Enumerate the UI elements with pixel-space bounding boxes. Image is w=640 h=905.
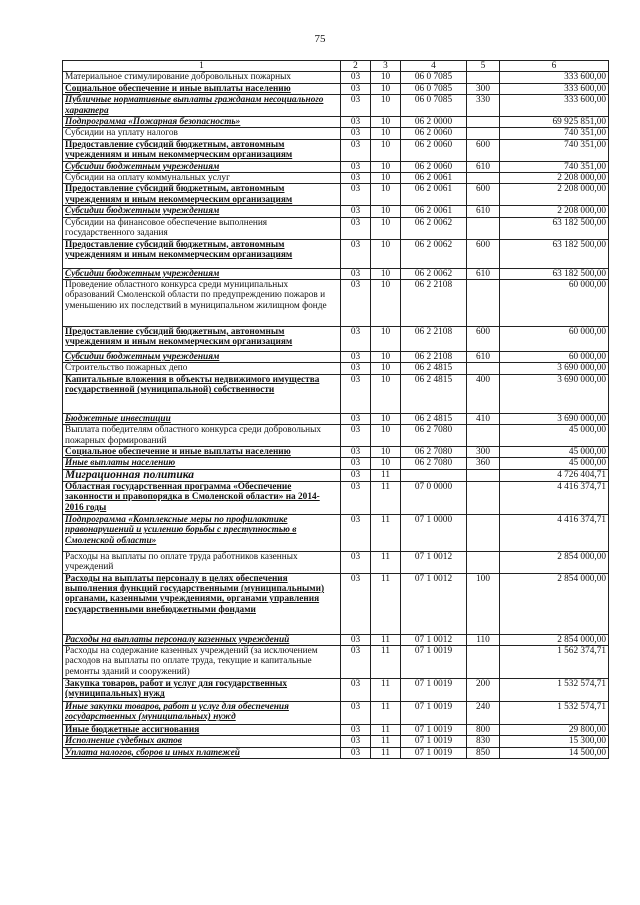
row-section: 03 xyxy=(341,363,371,374)
row-subsection: 11 xyxy=(371,481,401,514)
row-target-article: 07 1 0019 xyxy=(401,736,467,747)
row-subsection: 11 xyxy=(371,634,401,645)
row-amount: 45 000,00 xyxy=(500,458,609,469)
row-subsection: 10 xyxy=(371,161,401,172)
row-expense-type xyxy=(467,117,500,128)
row-target-article: 06 2 4815 xyxy=(401,413,467,424)
row-section: 03 xyxy=(341,72,371,83)
row-subsection: 10 xyxy=(371,184,401,206)
table-row xyxy=(63,481,609,514)
table-row xyxy=(63,634,609,645)
row-section: 03 xyxy=(341,469,371,481)
header-col-expense-type: 5 xyxy=(467,61,500,72)
table-row xyxy=(63,678,609,701)
row-amount: 45 000,00 xyxy=(500,425,609,447)
row-expense-type xyxy=(467,363,500,374)
table-row xyxy=(63,206,609,217)
row-section: 03 xyxy=(341,724,371,735)
row-amount: 740 351,00 xyxy=(500,139,609,161)
row-name: Расходы на выплаты персоналу казенных учреждений xyxy=(63,634,341,645)
row-expense-type: 300 xyxy=(467,446,500,457)
row-amount: 60 000,00 xyxy=(500,351,609,362)
row-expense-type: 330 xyxy=(467,95,500,117)
row-expense-type xyxy=(467,72,500,83)
row-expense-type xyxy=(467,481,500,514)
row-target-article: 06 2 0062 xyxy=(401,239,467,268)
row-expense-type xyxy=(467,645,500,678)
row-name: Субсидии бюджетным учреждениям xyxy=(63,206,341,217)
row-expense-type: 830 xyxy=(467,736,500,747)
table-body xyxy=(63,72,609,759)
table-row xyxy=(63,161,609,172)
row-amount: 60 000,00 xyxy=(500,279,609,326)
row-name: Подпрограмма «Комплексные меры по профилактике правонарушений и усилению борьбы с преступностью в Смоленской области» xyxy=(63,514,341,551)
row-section: 03 xyxy=(341,217,371,239)
row-name: Расходы на содержание казенных учреждений (за исключением расходов на выплаты по оплате труда, текущие и капитальные ремонты зданий и сооружений) xyxy=(63,645,341,678)
table-row xyxy=(63,239,609,268)
budget-table xyxy=(62,60,609,759)
row-amount: 63 182 500,00 xyxy=(500,239,609,268)
row-amount: 3 690 000,00 xyxy=(500,413,609,424)
row-amount: 69 925 851,00 xyxy=(500,117,609,128)
row-name: Публичные нормативные выплаты гражданам несоциального характера xyxy=(63,95,341,117)
table-row xyxy=(63,736,609,747)
row-section: 03 xyxy=(341,645,371,678)
table-row xyxy=(63,413,609,424)
row-expense-type xyxy=(467,514,500,551)
row-section: 03 xyxy=(341,446,371,457)
row-target-article: 07 1 0019 xyxy=(401,701,467,724)
row-name: Капитальные вложения в объекты недвижимого имущества государственной (муниципальной) собственности xyxy=(63,374,341,413)
row-section: 03 xyxy=(341,634,371,645)
row-name: Уплата налогов, сборов и иных платежей xyxy=(63,747,341,758)
row-expense-type: 610 xyxy=(467,351,500,362)
row-subsection: 10 xyxy=(371,139,401,161)
row-amount: 333 600,00 xyxy=(500,72,609,83)
table-row xyxy=(63,139,609,161)
row-subsection: 11 xyxy=(371,573,401,634)
row-name: Предоставление субсидий бюджетным, автономным учреждениям и иным некоммерческим организациям xyxy=(63,139,341,161)
row-subsection: 10 xyxy=(371,72,401,83)
row-amount: 333 600,00 xyxy=(500,95,609,117)
row-subsection: 10 xyxy=(371,446,401,457)
row-expense-type: 610 xyxy=(467,161,500,172)
row-amount: 2 854 000,00 xyxy=(500,551,609,573)
table-row xyxy=(63,128,609,139)
row-name: Предоставление субсидий бюджетным, автономным учреждениям и иным некоммерческим организациям xyxy=(63,239,341,268)
row-target-article: 06 2 4815 xyxy=(401,363,467,374)
row-subsection: 10 xyxy=(371,425,401,447)
row-section: 03 xyxy=(341,573,371,634)
row-target-article: 06 2 0060 xyxy=(401,161,467,172)
row-amount: 4 726 404,71 xyxy=(500,469,609,481)
table-row xyxy=(63,173,609,184)
row-subsection: 11 xyxy=(371,747,401,758)
table-row xyxy=(63,724,609,735)
row-expense-type xyxy=(467,469,500,481)
row-amount: 333 600,00 xyxy=(500,83,609,94)
row-expense-type xyxy=(467,128,500,139)
header-col-name: 1 xyxy=(63,61,341,72)
row-amount: 60 000,00 xyxy=(500,326,609,351)
table-row xyxy=(63,279,609,326)
row-section: 03 xyxy=(341,239,371,268)
row-name: Строительство пожарных депо xyxy=(63,363,341,374)
row-name: Областная государственная программа «Обеспечение законности и правопорядка в Смоленской области» на 2014-2016 годы xyxy=(63,481,341,514)
row-section: 03 xyxy=(341,678,371,701)
row-amount: 15 300,00 xyxy=(500,736,609,747)
row-target-article: 06 2 7080 xyxy=(401,446,467,457)
row-section: 03 xyxy=(341,351,371,362)
row-name: Выплата победителям областного конкурса среди добровольных пожарных формирований xyxy=(63,425,341,447)
row-expense-type xyxy=(467,173,500,184)
row-amount: 1 562 374,71 xyxy=(500,645,609,678)
table-row xyxy=(63,551,609,573)
row-target-article: 06 0 7085 xyxy=(401,72,467,83)
row-subsection: 11 xyxy=(371,736,401,747)
table-row xyxy=(63,573,609,634)
table-row xyxy=(63,95,609,117)
row-amount: 2 208 000,00 xyxy=(500,206,609,217)
row-target-article: 06 2 0060 xyxy=(401,128,467,139)
row-name: Социальное обеспечение и иные выплаты населению xyxy=(63,83,341,94)
row-amount: 740 351,00 xyxy=(500,161,609,172)
row-name: Субсидии на уплату налогов xyxy=(63,128,341,139)
row-expense-type: 800 xyxy=(467,724,500,735)
row-target-article: 06 2 2108 xyxy=(401,351,467,362)
row-name: Исполнение судебных актов xyxy=(63,736,341,747)
row-section: 03 xyxy=(341,139,371,161)
row-target-article: 06 2 0000 xyxy=(401,117,467,128)
table-row xyxy=(63,363,609,374)
header-col-amount: 6 xyxy=(500,61,609,72)
row-amount: 29 800,00 xyxy=(500,724,609,735)
row-name: Миграционная политика xyxy=(63,469,341,481)
row-expense-type: 240 xyxy=(467,701,500,724)
row-amount: 63 182 500,00 xyxy=(500,217,609,239)
table-row xyxy=(63,458,609,469)
row-name: Проведение областного конкурса среди муниципальных образований Смоленской области по предупреждению пожаров и уменьшению их последствий в муниципальном жилищном фонде xyxy=(63,279,341,326)
row-subsection: 10 xyxy=(371,268,401,279)
row-name: Иные закупки товаров, работ и услуг для обеспечения государственных (муниципальных) нужд xyxy=(63,701,341,724)
row-expense-type: 200 xyxy=(467,678,500,701)
table-row xyxy=(63,747,609,758)
row-name: Субсидии бюджетным учреждениям xyxy=(63,351,341,362)
row-target-article: 06 2 0061 xyxy=(401,173,467,184)
row-target-article: 07 1 0019 xyxy=(401,747,467,758)
row-section: 03 xyxy=(341,128,371,139)
table-row xyxy=(63,374,609,413)
header-col-subsection: 3 xyxy=(371,61,401,72)
row-name: Предоставление субсидий бюджетным, автономным учреждениям и иным некоммерческим организациям xyxy=(63,326,341,351)
row-target-article: 06 2 0060 xyxy=(401,139,467,161)
row-target-article: 06 2 4815 xyxy=(401,374,467,413)
table-row xyxy=(63,351,609,362)
row-section: 03 xyxy=(341,747,371,758)
row-subsection: 11 xyxy=(371,701,401,724)
row-amount: 14 500,00 xyxy=(500,747,609,758)
row-expense-type: 600 xyxy=(467,326,500,351)
row-amount: 1 532 574,71 xyxy=(500,678,609,701)
table-row xyxy=(63,117,609,128)
table-row xyxy=(63,184,609,206)
row-expense-type: 100 xyxy=(467,573,500,634)
row-section: 03 xyxy=(341,279,371,326)
row-target-article: 06 2 0061 xyxy=(401,184,467,206)
row-section: 03 xyxy=(341,206,371,217)
row-section: 03 xyxy=(341,736,371,747)
row-name: Иные бюджетные ассигнования xyxy=(63,724,341,735)
table-row xyxy=(63,268,609,279)
row-section: 03 xyxy=(341,184,371,206)
table-header-row xyxy=(63,61,609,72)
row-expense-type xyxy=(467,279,500,326)
row-name: Субсидии на оплату коммунальных услуг xyxy=(63,173,341,184)
row-expense-type: 600 xyxy=(467,184,500,206)
row-name: Предоставление субсидий бюджетным, автономным учреждениям и иным некоммерческим организациям xyxy=(63,184,341,206)
page-number: 75 xyxy=(314,33,326,45)
row-subsection: 10 xyxy=(371,326,401,351)
row-expense-type: 600 xyxy=(467,239,500,268)
row-target-article: 07 1 0012 xyxy=(401,551,467,573)
row-target-article: 07 1 0012 xyxy=(401,573,467,634)
row-amount: 2 208 000,00 xyxy=(500,184,609,206)
row-name: Расходы на выплаты персоналу в целях обеспечения выполнения функций государственными (муниципальными) органами, казенными учреждениями, органами управления государственными внебюджетными фондами xyxy=(63,573,341,634)
row-name: Субсидии бюджетным учреждениям xyxy=(63,268,341,279)
row-target-article: 06 2 7080 xyxy=(401,458,467,469)
row-section: 03 xyxy=(341,551,371,573)
table-row xyxy=(63,72,609,83)
row-subsection: 11 xyxy=(371,551,401,573)
row-amount: 2 854 000,00 xyxy=(500,573,609,634)
row-name: Расходы на выплаты по оплате труда работников казенных учреждений xyxy=(63,551,341,573)
table-row xyxy=(63,514,609,551)
row-subsection: 10 xyxy=(371,239,401,268)
table-row xyxy=(63,446,609,457)
row-target-article: 07 1 0012 xyxy=(401,634,467,645)
row-amount: 2 208 000,00 xyxy=(500,173,609,184)
row-section: 03 xyxy=(341,161,371,172)
row-target-article: 06 0 7085 xyxy=(401,95,467,117)
row-section: 03 xyxy=(341,413,371,424)
row-subsection: 10 xyxy=(371,413,401,424)
row-subsection: 10 xyxy=(371,279,401,326)
row-expense-type xyxy=(467,425,500,447)
row-section: 03 xyxy=(341,425,371,447)
row-subsection: 10 xyxy=(371,458,401,469)
row-expense-type: 610 xyxy=(467,206,500,217)
row-target-article xyxy=(401,469,467,481)
row-amount: 740 351,00 xyxy=(500,128,609,139)
row-expense-type: 360 xyxy=(467,458,500,469)
row-section: 03 xyxy=(341,268,371,279)
row-subsection: 10 xyxy=(371,374,401,413)
row-subsection: 10 xyxy=(371,173,401,184)
row-target-article: 06 0 7085 xyxy=(401,83,467,94)
row-subsection: 11 xyxy=(371,469,401,481)
row-name: Субсидии на финансовое обеспечение выполнения государственного задания xyxy=(63,217,341,239)
row-subsection: 11 xyxy=(371,724,401,735)
table-row xyxy=(63,469,609,481)
row-name: Закупка товаров, работ и услуг для государственных (муниципальных) нужд xyxy=(63,678,341,701)
row-section: 03 xyxy=(341,95,371,117)
row-amount: 63 182 500,00 xyxy=(500,268,609,279)
row-subsection: 10 xyxy=(371,128,401,139)
table-row xyxy=(63,425,609,447)
row-expense-type: 300 xyxy=(467,83,500,94)
row-expense-type: 850 xyxy=(467,747,500,758)
row-subsection: 11 xyxy=(371,678,401,701)
row-target-article: 07 1 0019 xyxy=(401,678,467,701)
row-section: 03 xyxy=(341,83,371,94)
row-target-article: 07 0 0000 xyxy=(401,481,467,514)
row-subsection: 10 xyxy=(371,363,401,374)
row-expense-type: 400 xyxy=(467,374,500,413)
row-name: Социальное обеспечение и иные выплаты населению xyxy=(63,446,341,457)
row-section: 03 xyxy=(341,514,371,551)
row-name: Материальное стимулирование добровольных пожарных xyxy=(63,72,341,83)
row-target-article: 07 1 0019 xyxy=(401,724,467,735)
row-subsection: 10 xyxy=(371,351,401,362)
row-amount: 1 532 574,71 xyxy=(500,701,609,724)
row-subsection: 10 xyxy=(371,95,401,117)
header-col-section: 2 xyxy=(341,61,371,72)
table-row xyxy=(63,701,609,724)
row-name: Бюджетные инвестиции xyxy=(63,413,341,424)
row-amount: 45 000,00 xyxy=(500,446,609,457)
row-amount: 2 854 000,00 xyxy=(500,634,609,645)
row-amount: 3 690 000,00 xyxy=(500,374,609,413)
row-target-article: 06 2 7080 xyxy=(401,425,467,447)
row-name: Субсидии бюджетным учреждениям xyxy=(63,161,341,172)
row-subsection: 10 xyxy=(371,83,401,94)
row-target-article: 06 2 0062 xyxy=(401,217,467,239)
table-row xyxy=(63,83,609,94)
row-target-article: 06 2 0061 xyxy=(401,206,467,217)
row-subsection: 10 xyxy=(371,117,401,128)
row-subsection: 11 xyxy=(371,645,401,678)
row-target-article: 06 2 2108 xyxy=(401,279,467,326)
table-row xyxy=(63,217,609,239)
row-subsection: 10 xyxy=(371,206,401,217)
row-section: 03 xyxy=(341,117,371,128)
row-target-article: 06 2 0062 xyxy=(401,268,467,279)
row-name: Подпрограмма «Пожарная безопасность» xyxy=(63,117,341,128)
row-section: 03 xyxy=(341,458,371,469)
row-expense-type: 600 xyxy=(467,139,500,161)
row-target-article: 06 2 2108 xyxy=(401,326,467,351)
table-row xyxy=(63,645,609,678)
row-amount: 4 416 374,71 xyxy=(500,514,609,551)
row-amount: 3 690 000,00 xyxy=(500,363,609,374)
row-amount: 4 416 374,71 xyxy=(500,481,609,514)
row-target-article: 07 1 0019 xyxy=(401,645,467,678)
row-section: 03 xyxy=(341,481,371,514)
row-expense-type: 610 xyxy=(467,268,500,279)
row-section: 03 xyxy=(341,326,371,351)
row-subsection: 11 xyxy=(371,514,401,551)
table-row xyxy=(63,326,609,351)
header-col-target-article: 4 xyxy=(401,61,467,72)
row-target-article: 07 1 0000 xyxy=(401,514,467,551)
row-expense-type: 110 xyxy=(467,634,500,645)
row-section: 03 xyxy=(341,173,371,184)
row-section: 03 xyxy=(341,701,371,724)
row-name: Иные выплаты населению xyxy=(63,458,341,469)
row-subsection: 10 xyxy=(371,217,401,239)
row-expense-type xyxy=(467,551,500,573)
row-section: 03 xyxy=(341,374,371,413)
row-expense-type: 410 xyxy=(467,413,500,424)
row-expense-type xyxy=(467,217,500,239)
